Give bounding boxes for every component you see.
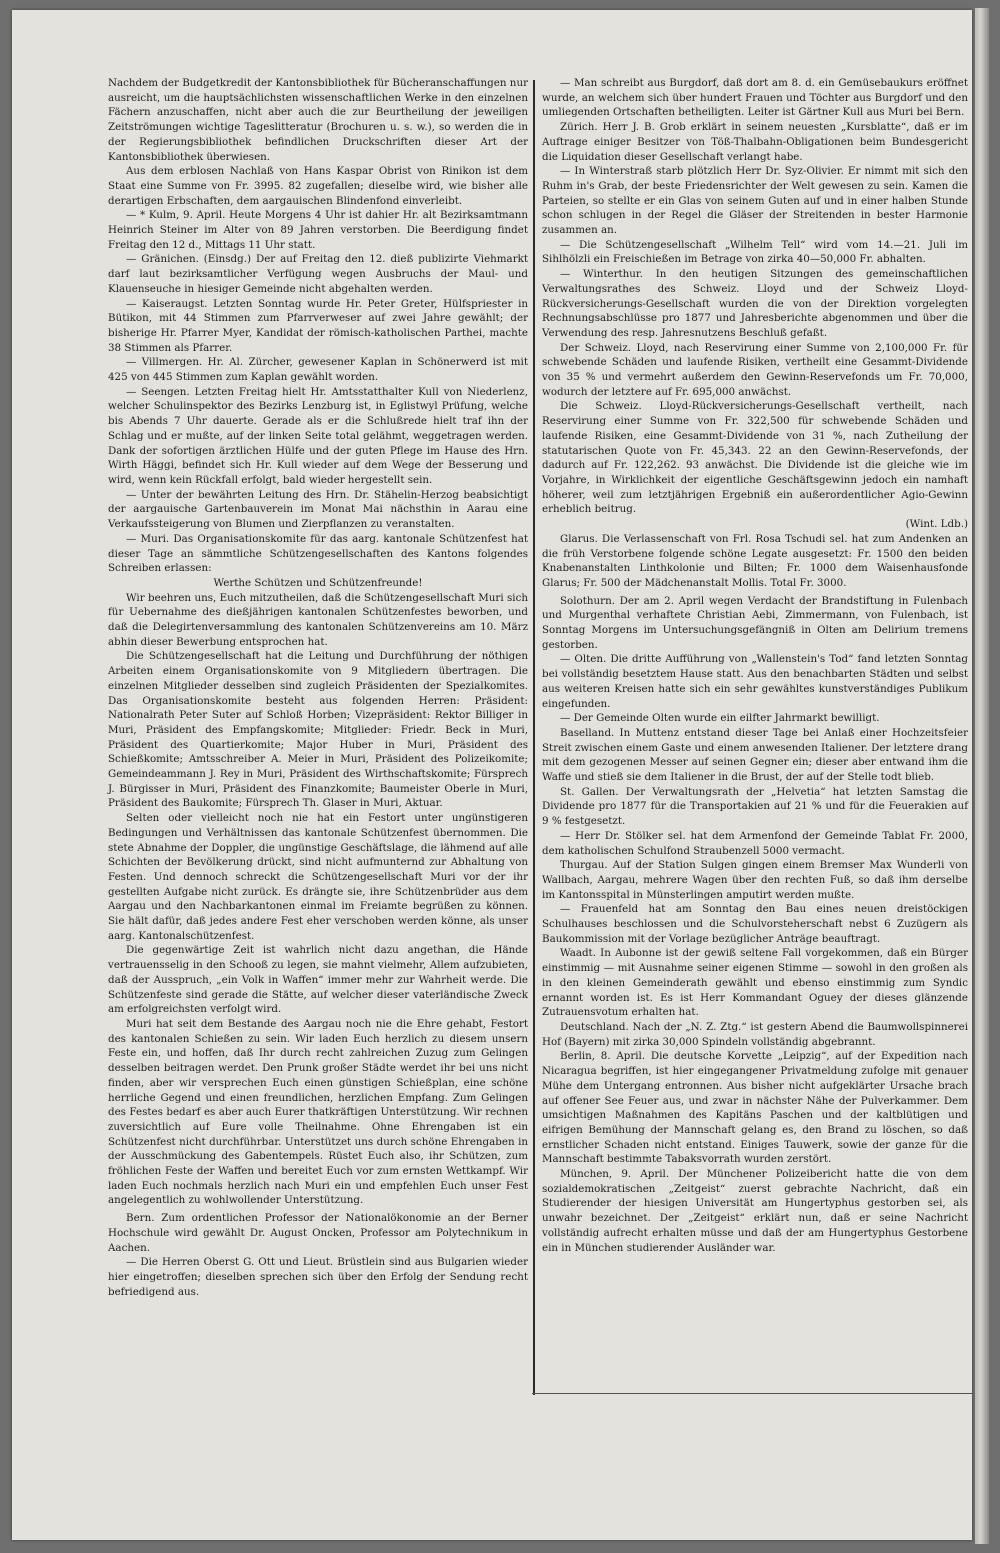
paragraph: — In Winterstraß starb plötzlich Herr Dr. Syz-Olivier. Er nimmt mit sich den Ruhm in's Grab, der beste Friedensrichter der Welt gewesen zu sein. Kamen die Parteien, so stellte er ein Glas von seinem Guten auf und in einer halben Stunde schon schlugen in der Regel die Gläser der Streitenden in bester Harmonie zusammen an. <box>542 165 968 237</box>
paragraph: — * Kulm, 9. April. Heute Morgens 4 Uhr ist dahier Hr. alt Bezirksamtmann Heinrich Steiner im Alter von 89 Jahren verstorben. Die Beerdigung findet Freitag den 12 d., Mittags 11 Uhr statt. <box>108 209 528 251</box>
paragraph: Bern. Zum ordentlichen Professor der Nationalökonomie an der Berner Hochschule wird gewählt Dr. August Oncken, Professor am Polytechnikum in Aachen. <box>108 1212 528 1254</box>
paragraph: — Die Schützengesellschaft „Wilhelm Tell“ wird vom 14.—21. Juli im Sihlhölzli ein Freischießen im Betrage von zirka 40—50,000 Fr. abhalten. <box>542 238 968 266</box>
paragraph: — Unter der bewährten Leitung des Hrn. Dr. Stähelin-Herzog beabsichtigt der aargauische Gartenbauverein im Monat Mai nächsthin in Aarau eine Verkaufssteigerung von Blumen und Zierpflanzen zu veranstalten. <box>108 488 528 531</box>
paragraph: Die Schützengesellschaft hat die Leitung und Durchführung der nöthigen Arbeiten einem Organisationskomite von 9 Mitgliedern übertragen. Die einzelnen Mitglieder desselben sind zugleich Präsidenten der Spezialkomites. Das Organisationskomite besteht aus folgenden Herren: Präsident: Nationalrath Peter Suter auf Schloß Horben; Vizepräsident: Rektor Billiger in Muri, Präsident des Empfangskomite; Mitglieder: Friedr. Beck in Muri, Präsident des Quartierkomite; Major Huber in Muri, Präsident des Schießkomite; Amtsschreiber A. Meier in Muri, Präsident des Polizeikomite; Gemeindeammann J. Rey in Muri, Präsident des Wirthschaftskomite; Fürsprech J. Bürgisser in Muri, Präsident des Finanzkomite; Baumeister Oberle in Muri, Präsident des Baukomite; Fürsprech Th. Glaser in Muri, Aktuar. <box>108 650 528 810</box>
paragraph: Baselland. In Muttenz entstand dieser Tage bei Anlaß einer Hochzeitsfeier Streit zwischen einem Gaste und einem anwesenden Italiener. Der letztere drang mit dem gezogenen Messer auf seinen Gegner ein; dieser aber entwand ihm die Waffe und stieß sie dem Italiener in die Brust, der auf der Stelle todt blieb. <box>542 726 968 784</box>
paragraph: Thurgau. Auf der Station Sulgen gingen einem Bremser Max Wunderli von Wallbach, Aargau, mehrere Wagen über den rechten Fuß, so daß ihm derselbe im Kantonsspital in Münsterlingen amputirt werden mußte. <box>542 859 968 901</box>
paragraph: Berlin, 8. April. Die deutsche Korvette „Leipzig“, auf der Expedition nach Nicaragua begriffen, ist hier eingegangener Privatmeldung zufolge mit genauer Mühe dem Untergang entronnen. Aus bisher nicht aufgeklärter Ursache brach auf offener See Feuer aus, und zwar in nächster Nähe der Pulverkammer. Dem umsichtigen Maßnahmen des Kapitäns Paschen und der kaltblütigen und eifrigen Bemühung der Mannschaft gelang es, den Brand zu löschen, so daß ernstlicher Schaden nicht entstand. Einiges Tauwerk, sowie der ganze für die Mannschaft bestimmte Tabaksvorrath wurden zerstört. <box>542 1050 968 1166</box>
paragraph: Aus dem erblosen Nachlaß von Hans Kaspar Obrist von Rinikon ist dem Staat eine Summe von Fr. 3995. 82 zugefallen; dieselbe wird, wie bisher alle derartigen Erbschaften, dem aargauischen Blindenfond einverleibt. <box>108 165 528 207</box>
paragraph: — Frauenfeld hat am Sonntag den Bau eines neuen dreistöckigen Schulhauses beschlossen und die Schulvorsteherschaft nebst 6 Zuzügern als Baukommission mit der Vorlage bezüglicher Anträge beauftragt. <box>542 903 968 945</box>
paragraph: Die Schweiz. Lloyd-Rückversicherungs-Gesellschaft vertheilt, nach Reservirung einer Summe von Fr. 322,500 für schwebende Schäden und laufende Risiken, eine Gesammt-Dividende von 31 %, nach Zutheilung der statutarischen Quote von Fr. 45,343. 22 an den Gewinn-Reservefonds, der dadurch auf Fr. 122,262. 93 anwächst. Die Dividende ist die gleiche wie im Vorjahre, in Wirklichkeit der eigentliche Geschäftsgewinn jedoch ein namhaft höherer, weil zum letztjährigen Ergebniß ein außerordentlicher Agio-Gewinn erheblich beitrug. <box>542 400 968 516</box>
paragraph: Waadt. In Aubonne ist der gewiß seltene Fall vorgekommen, daß ein Bürger einstimmig — mit Ausnahme seiner eigenen Stimme — sowohl in den großen als in den kleinen Gemeinderath gewählt und ebenso einstimmig zum Syndic ernannt worden ist. Es ist Herr Kommandant Oguey der dieses glänzende Zutrauensvotum erhalten hat. <box>542 947 968 1019</box>
paragraph: — Winterthur. In den heutigen Sitzungen des gemeinschaftlichen Verwaltungsrathes des Schweiz. Lloyd und der Schweiz Lloyd-Rückversicherungs-Gesellschaft wurden die von der Direktion vorgelegten Rechnungsabschlüsse pro 1877 und Jahresberichte abgenommen und über die Verwendung des resp. Jahresnutzens Beschluß gefaßt. <box>542 268 968 339</box>
paragraph: Solothurn. Der am 2. April wegen Verdacht der Brandstiftung in Fulenbach und Murgenthal verhaftete Christian Aebi, Zimmermann, von Fulenbach, ist Sonntag Morgens im Untersuchungsgefängniß in Olten am Delirium tremens gestorben. <box>542 594 968 651</box>
paragraph: — Seengen. Letzten Freitag hielt Hr. Amtsstatthalter Kull von Niederlenz, welcher Schulinspektor des Bezirks Lenzburg ist, in Eglistwyl Prüfung, welche bis Abends 7 Uhr dauerte. Gerade als er die Schlußrede hielt traf ihn der Schlag und er mußte, auf der linken Seite total gelähmt, weggetragen werden. Dank der sofortigen ärztlichen Hülfe und der guten Pflege im Hause des Hrn. Wirth Häggi, befindet sich Hr. Kull wieder auf dem Wege der Besserung und wird, wenn kein Rückfall erfolgt, bald wieder hergestellt sein. <box>108 385 528 486</box>
paragraph: St. Gallen. Der Verwaltungsrath der „Helvetia“ hat letzten Samstag die Dividende pro 1877 für die Transportakien auf 21 % und für die Feuerakien auf 9 % festgesetzt. <box>542 785 968 828</box>
column-divider <box>533 80 535 1395</box>
paragraph: — Man schreibt aus Burgdorf, daß dort am 8. d. ein Gemüsebaukurs eröffnet wurde, an welchem sich über hundert Frauen und Töchter aus Burgdorf und den umliegenden Ortschaften betheiligten. Leiter ist Gärtner Kull aus Muri bei Bern. <box>542 77 968 119</box>
paragraph: — Villmergen. Hr. Al. Zürcher, gewesener Kaplan in Schönerwerd ist mit 425 von 445 Stimmen zum Kaplan gewählt worden. <box>108 356 528 384</box>
paragraph: Die gegenwärtige Zeit ist wahrlich nicht dazu angethan, die Hände vertrauensselig in den Schooß zu legen, sie mahnt vielmehr, Allem aufzubieten, daß der Ausspruch, „ein Volk in Waffen“ immer mehr zur Wahrheit werde. Die Schützenfeste sind gerade die Stätte, auf welcher dieser vaterländische Zweck am erfolgreichsten verfolgt wird. <box>108 944 528 1016</box>
bottom-rule <box>532 1393 972 1394</box>
paragraph: — Gränichen. (Einsdg.) Der auf Freitag den 12. dieß publizirte Viehmarkt darf laut bezirksamtlicher Verfügung wegen Ausbruchs der Maul- und Klauenseuche in hiesiger Gemeinde nicht abgehalten werden. <box>108 253 528 295</box>
page-edge <box>975 8 989 1544</box>
paragraph: Selten oder vielleicht noch nie hat ein Festort unter ungünstigeren Bedingungen und Verhältnissen das kantonale Schützenfest übernommen. Die stete Abnahme der Doppler, die ungünstige Geschäftslage, die lähmend auf alle Schichten der Bevölkerung drückt, sind nicht aufmunternd zur Abhaltung von Festen. Und dennoch schreckt die Schützengesellschaft Muri vor der ihr gestellten Aufgabe nicht zurück. Es drängte sie, ihre Schützenbrüder aus dem Aargau und den Nachbarkantonen einmal im Freiamte begrüßen zu können. Sie hält dafür, daß jedes andere Fest eher verschoben werden könne, als unser aarg. Kantonalschützenfest. <box>108 812 528 942</box>
paragraph: — Der Gemeinde Olten wurde ein eilfter Jahrmarkt bewilligt. <box>560 712 880 725</box>
right-column <box>542 76 968 1255</box>
paragraph: — Herr Dr. Stölker sel. hat dem Armenfond der Gemeinde Tablat Fr. 2000, dem katholischen Schulfond Straubenzell 5000 vermacht. <box>542 829 968 857</box>
left-column <box>108 76 528 1299</box>
paragraph: Glarus. Die Verlassenschaft von Frl. Rosa Tschudi sel. hat zum Andenken an die früh Verstorbene folgende schöne Legate ausgesetzt: Fr. 1500 den beiden Knabenanstalten Linthkolonie und Bilten; Fr. 1000 dem Waisenhausfonde Glarus; Fr. 500 der Mädchenanstalt Mollis. Total Fr. 3000. <box>542 532 968 589</box>
paragraph: Deutschland. Nach der „N. Z. Ztg.“ ist gestern Abend die Baumwollspinnerei Hof (Bayern) mit zirka 30,000 Spindeln vollständig abgebrannt. <box>542 1021 968 1048</box>
paragraph: — Die Herren Oberst G. Ott und Lieut. Brüstlein sind aus Bulgarien wieder hier eingetroffen; dieselben sprechen sich über den Erfolg der Sendung recht befriedigend aus. <box>108 1256 528 1298</box>
paragraph: Werthe Schützen und Schützenfreunde! <box>213 576 423 589</box>
paragraph: Muri hat seit dem Bestande des Aargau noch nie die Ehre gehabt, Festort des kantonalen Schießen zu sein. Wir laden Euch herzlich zu diesem unsern Feste ein, und hoffen, daß Ihr durch recht zahlreichen Zuzug zum Gelingen desselben beitragen werdet. Den Prunk großer Städte werdet ihr bei uns nicht finden, aber wir versprechen Euch einen günstigen Schießplan, eine schöne herrliche Gegend und einen freundlichen, herzlichen Empfang. Zum Gelingen des Festes bedarf es aber auch Eurer thatkräftigen Unterstützung. Wir rechnen zuversichtlich auf Eure volle Theilnahme. Ohne Ehrengaben ist ein Schützenfest nicht durchführbar. Unterstützet uns durch schöne Ehrengaben in der Ausschmückung des Gabentempels. Rüstet Euch also, ihr Schützen, zum fröhlichen Feste der Waffen und bereitet Euch vor zum ernsten Wettkampf. Wir laden Euch nochmals herzlich nach Muri ein und empfehlen Euch unser Fest angelegentlich zu wohlwollender Unterstützung. <box>108 1018 528 1207</box>
paragraph: — Muri. Das Organisationskomite für das aarg. kantonale Schützenfest hat dieser Tage an sämmtliche Schützengesellschaften des Kantons folgendes Schreiben erlassen: <box>108 532 528 575</box>
paragraph: Der Schweiz. Lloyd, nach Reservirung einer Summe von 2,100,000 Fr. für schwebende Schäden und laufende Risiken, vertheilt eine Gesammt-Dividende von 35 % und vermehrt außerdem den Gewinn-Reservefonds um Fr. 70,000, wodurch der letztere auf Fr. 695,000 anwächst. <box>542 341 968 398</box>
paragraph: Nachdem der Budgetkredit der Kantonsbibliothek für Bücheranschaffungen nur ausreicht, um die hauptsächlichsten wissenschaftlichen Werke in den einzelnen Fächern anzuschaffen, nicht aber auch die zur Beurtheilung der jeweiligen Zeitströmungen wichtige Tageslitteratur (Brochuren u. s. w.), so werden die in der Regierungsbibliothek befindlichen Druckschriften dieser Art der Kantonsbibliothek überwiesen. <box>108 77 528 163</box>
paragraph: Zürich. Herr J. B. Grob erklärt in seinem neuesten „Kursblatte“, daß er im Auftrage einiger Besitzer von Töß-Thalbahn-Obligationen beim Bundesgericht die Liquidation dieser Gesellschaft verlangt habe. <box>542 121 968 163</box>
paragraph: — Olten. Die dritte Aufführung von „Wallenstein's Tod“ fand letzten Sonntag bei vollständig besetztem Hause statt. Aus den benachbarten Städten und selbst aus weiteren Kreisen hatte sich ein sehr gewähltes kunstverständiges Publikum eingefunden. <box>542 653 968 710</box>
newspaper-page <box>12 10 972 1540</box>
paragraph: (Wint. Ldb.) <box>905 518 968 531</box>
paragraph: Wir beehren uns, Euch mitzutheilen, daß die Schützengesellschaft Muri sich für Uebernahme des dießjährigen kantonalen Schützenfestes beworben, und daß die Delegirtenversammlung des kantonalen Schützenvereins am 10. März abhin dieser Bewerbung entsprochen hat. <box>108 591 528 648</box>
paragraph: — Kaiseraugst. Letzten Sonntag wurde Hr. Peter Greter, Hülfspriester in Bütikon, mit 44 Stimmen zum Pfarrverweser auf zwei Jahre gewählt; der bisherige Hr. Pfarrer Myer, Kandidat der römisch-katholischen Parthei, machte 38 Stimmen als Pfarrer. <box>108 297 528 354</box>
paragraph: München, 9. April. Der Münchener Polizeibericht hatte die von dem sozialdemokratischen „Zeitgeist“ zuerst gebrachte Nachricht, daß ein Studierender der hiesigen Universität am Hungertyphus gestorben sei, als unwahr bezeichnet. Der „Zeitgeist“ erklärt nun, daß er seine Nachricht vollständig aufrecht erhalten müsse und daß der am Hungertyphus Gestorbene ein in München studierender Ausländer war. <box>542 1168 968 1254</box>
